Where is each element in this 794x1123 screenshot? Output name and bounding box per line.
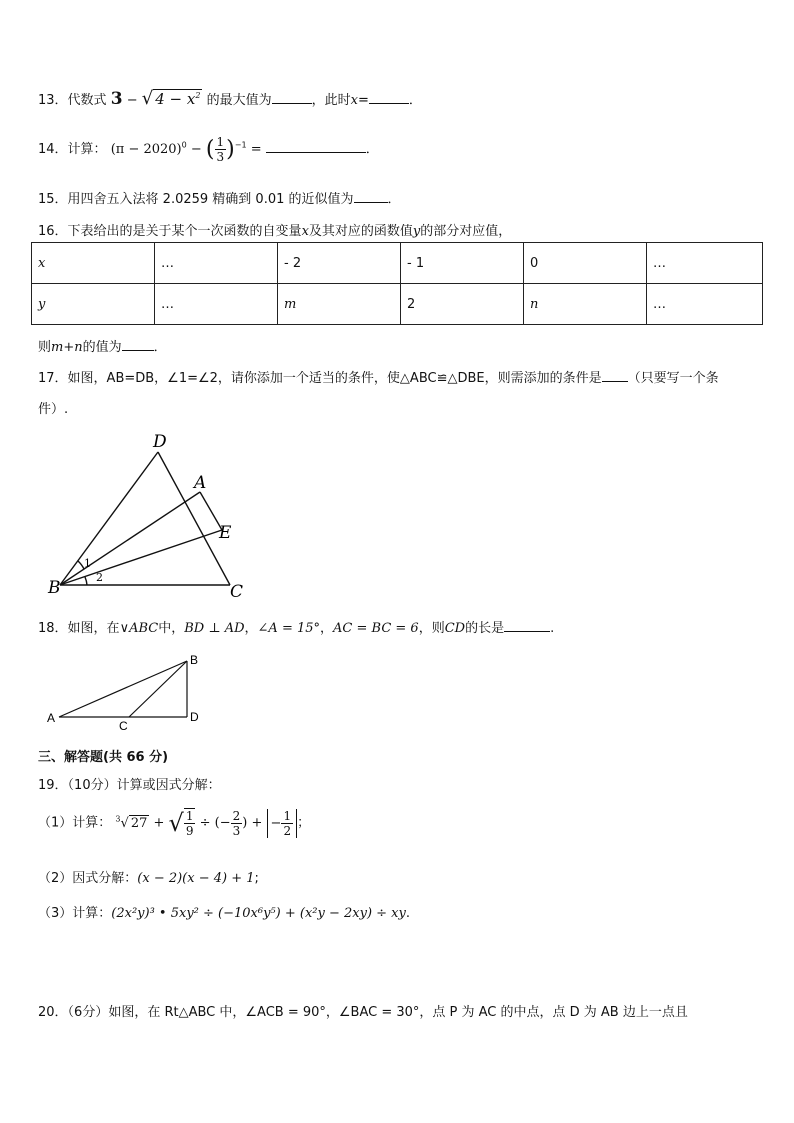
- answer-blank[interactable]: [602, 369, 628, 382]
- angle-label-2: 2: [96, 571, 103, 584]
- expr-m-plus-n: m+n: [51, 340, 83, 355]
- fraction-numerator: 1: [185, 809, 194, 823]
- value-table: [31, 242, 763, 325]
- question-text: （10分）计算或因式分解：: [67, 778, 221, 793]
- question-14: [38, 135, 379, 164]
- question-19-part-3: [38, 902, 410, 921]
- segment-BD: [60, 452, 158, 585]
- sqrt-sign: √: [141, 88, 154, 109]
- question-19-part-2: [38, 867, 259, 886]
- table-cell: n: [524, 284, 647, 325]
- variable-x: x: [301, 224, 309, 239]
- fraction-denominator: 2: [283, 823, 292, 838]
- point-label-C: C: [119, 719, 128, 733]
- question-text: 件）.: [38, 402, 69, 417]
- fraction-denominator: 3: [216, 150, 225, 164]
- question-text: 的部分对应值，: [420, 224, 512, 239]
- point-label-D: D: [190, 710, 199, 724]
- answer-blank[interactable]: [266, 140, 366, 153]
- question-text: ，此时: [311, 93, 351, 108]
- question-text: 中，: [158, 621, 185, 636]
- question-20: [38, 1001, 688, 1020]
- angle-2-arc: [85, 577, 87, 585]
- absolute-value: [267, 809, 298, 838]
- answer-blank[interactable]: [369, 91, 409, 104]
- condition-equal-sides: AC = BC = 6: [333, 621, 419, 636]
- semicolon: ;: [254, 871, 259, 886]
- radicand-text: 4 − x: [155, 90, 196, 108]
- table-cell: y: [32, 284, 155, 325]
- table-cell: …: [155, 243, 278, 284]
- point-label-A: A: [47, 711, 56, 725]
- fraction-denominator: 3: [232, 823, 241, 838]
- radicand: [153, 89, 202, 108]
- question-number: 19．: [38, 778, 68, 793]
- question-text: 的最大值为: [206, 93, 272, 108]
- divide-sign: ÷: [199, 815, 211, 831]
- paren-close: ): [226, 137, 235, 162]
- root-index: 3: [115, 814, 121, 824]
- paren-open: (−: [214, 815, 231, 831]
- angle-label-1: 1: [84, 557, 91, 570]
- question-text: 代数式: [67, 93, 107, 108]
- point-label-C: C: [230, 582, 244, 600]
- question-number: 16．: [38, 224, 68, 239]
- table-cell: 0: [524, 243, 647, 284]
- fraction-two-thirds: [231, 809, 243, 838]
- plus-sign: +: [153, 815, 165, 831]
- segment-AB: [59, 661, 187, 717]
- period: .: [405, 906, 410, 921]
- question-19: [38, 774, 221, 793]
- condition-angle-A: ∠A = 15°: [257, 621, 321, 636]
- section-heading: 三、解答题(共 66 分): [38, 750, 169, 765]
- expr-constant: 3: [110, 89, 123, 109]
- part-label: （2）因式分解：: [38, 871, 138, 886]
- variable-x: x: [350, 93, 358, 108]
- question-17: [38, 367, 719, 386]
- point-label-A: A: [194, 473, 207, 493]
- paren-close: ): [242, 815, 248, 831]
- question-text: 如图，AB=DB，∠1=∠2，请你添加一个适当的条件，使△ABC≌△DBE，则需添加的条件是: [67, 371, 602, 386]
- question-text: 及其对应的函数值: [308, 224, 413, 239]
- table-cell: - 1: [401, 243, 524, 284]
- math-expression: (2x²y)³ • 5xy² ÷ (−10x⁶y⁵) + (x²y − 2xy) ÷ xy: [111, 906, 406, 921]
- separator: ，: [320, 621, 334, 636]
- point-label-D: D: [153, 432, 167, 452]
- fraction-one-third: [215, 135, 227, 164]
- expr-minus: −: [126, 93, 138, 108]
- table-cell: x: [32, 243, 155, 284]
- period: .: [550, 621, 555, 636]
- period: ．: [387, 192, 401, 207]
- question-number: 13．: [38, 93, 68, 108]
- table-cell: - 2: [278, 243, 401, 284]
- question-text: 的值为: [82, 340, 122, 355]
- table-cell: 2: [401, 284, 524, 325]
- answer-blank[interactable]: [122, 338, 154, 351]
- segment-DC: [158, 452, 230, 585]
- question-number: 14．: [38, 142, 68, 157]
- exponent-zero: 0: [181, 140, 187, 150]
- table-cell: …: [647, 284, 763, 325]
- question-text: 下表给出的是关于某个一次函数的自变量: [67, 224, 302, 239]
- fraction-numerator: 2: [232, 808, 241, 823]
- question-text: 用四舍五入法将 2.0259 精确到 0.01 的近似值为: [67, 192, 354, 207]
- segment-CD: CD: [444, 621, 466, 636]
- question-18: [38, 617, 554, 636]
- segment-BA: [60, 492, 200, 585]
- equals-sign: =: [250, 142, 262, 157]
- question-text: 的长是: [465, 621, 505, 636]
- question-text: 计算：: [67, 142, 107, 157]
- question-text: （6分）如图，在 Rt△ABC 中，∠ACB = 90°，∠BAC = 30°，点 P 为 AC 的中点，点 D 为 AB 边上一点且: [67, 1005, 688, 1020]
- paren-open: (: [205, 137, 215, 162]
- fraction-numerator: 1: [216, 135, 225, 149]
- answer-blank[interactable]: [354, 190, 388, 203]
- cube-root: $^3$√ 27: [115, 814, 148, 831]
- exponent-negative: −1: [234, 140, 247, 150]
- point-label-B: B: [48, 578, 61, 598]
- answer-blank[interactable]: [504, 619, 550, 632]
- question-text: 则: [38, 340, 52, 355]
- condition-perpendicular: BD ⊥ AD: [184, 621, 245, 636]
- fraction-one-ninth: [184, 808, 196, 838]
- segment-CB: [129, 661, 187, 717]
- semicolon: ；: [297, 815, 311, 831]
- question-text: 如图，在: [67, 621, 120, 636]
- table-cell: …: [155, 284, 278, 325]
- separator: ，: [244, 621, 258, 636]
- question-number: 20．: [38, 1005, 68, 1020]
- figure-18: [44, 650, 214, 735]
- period: ．: [408, 93, 422, 108]
- fraction-numerator: 1: [283, 808, 292, 823]
- question-number: 18．: [38, 621, 68, 636]
- plus-sign: +: [251, 815, 263, 831]
- table-row-x: [32, 243, 763, 284]
- figure-17: [40, 430, 260, 600]
- question-number: 17．: [38, 371, 68, 386]
- question-text: ，则: [418, 621, 445, 636]
- question-13: [38, 88, 422, 109]
- period: ．: [153, 340, 167, 355]
- equals-sign: =: [357, 93, 369, 108]
- part-label: （3）计算：: [38, 906, 112, 921]
- question-number: 15．: [38, 192, 68, 207]
- radicand-exponent: 2: [195, 91, 201, 100]
- minus-sign: −: [270, 815, 282, 831]
- question-19-part-1: [38, 808, 310, 838]
- table-cell: …: [647, 243, 763, 284]
- question-17-line2: [38, 398, 68, 417]
- question-16: [38, 220, 511, 239]
- fraction-one-half: [281, 809, 293, 838]
- part-label: （1）计算：: [38, 815, 112, 831]
- triangle-ABC: ∨ABC: [119, 621, 159, 636]
- math-expression: (x − 2)(x − 4) + 1: [137, 871, 255, 886]
- expr-paren: (π − 2020): [110, 142, 182, 157]
- fraction-denominator: 9: [185, 824, 194, 838]
- question-15: [38, 188, 401, 207]
- minus-sign: −: [190, 142, 202, 157]
- point-label-B: B: [190, 653, 199, 667]
- period: ．: [365, 142, 379, 157]
- sqrt-sign: √: [168, 809, 184, 837]
- radicand: 27: [130, 815, 148, 831]
- question-16-followup: [38, 336, 167, 355]
- question-text: （只要写一个条: [627, 371, 719, 386]
- point-label-E: E: [219, 523, 232, 543]
- variable-y: y: [412, 224, 421, 239]
- answer-blank[interactable]: [272, 91, 312, 104]
- table-row-y: [32, 284, 763, 325]
- table-cell: m: [278, 284, 401, 325]
